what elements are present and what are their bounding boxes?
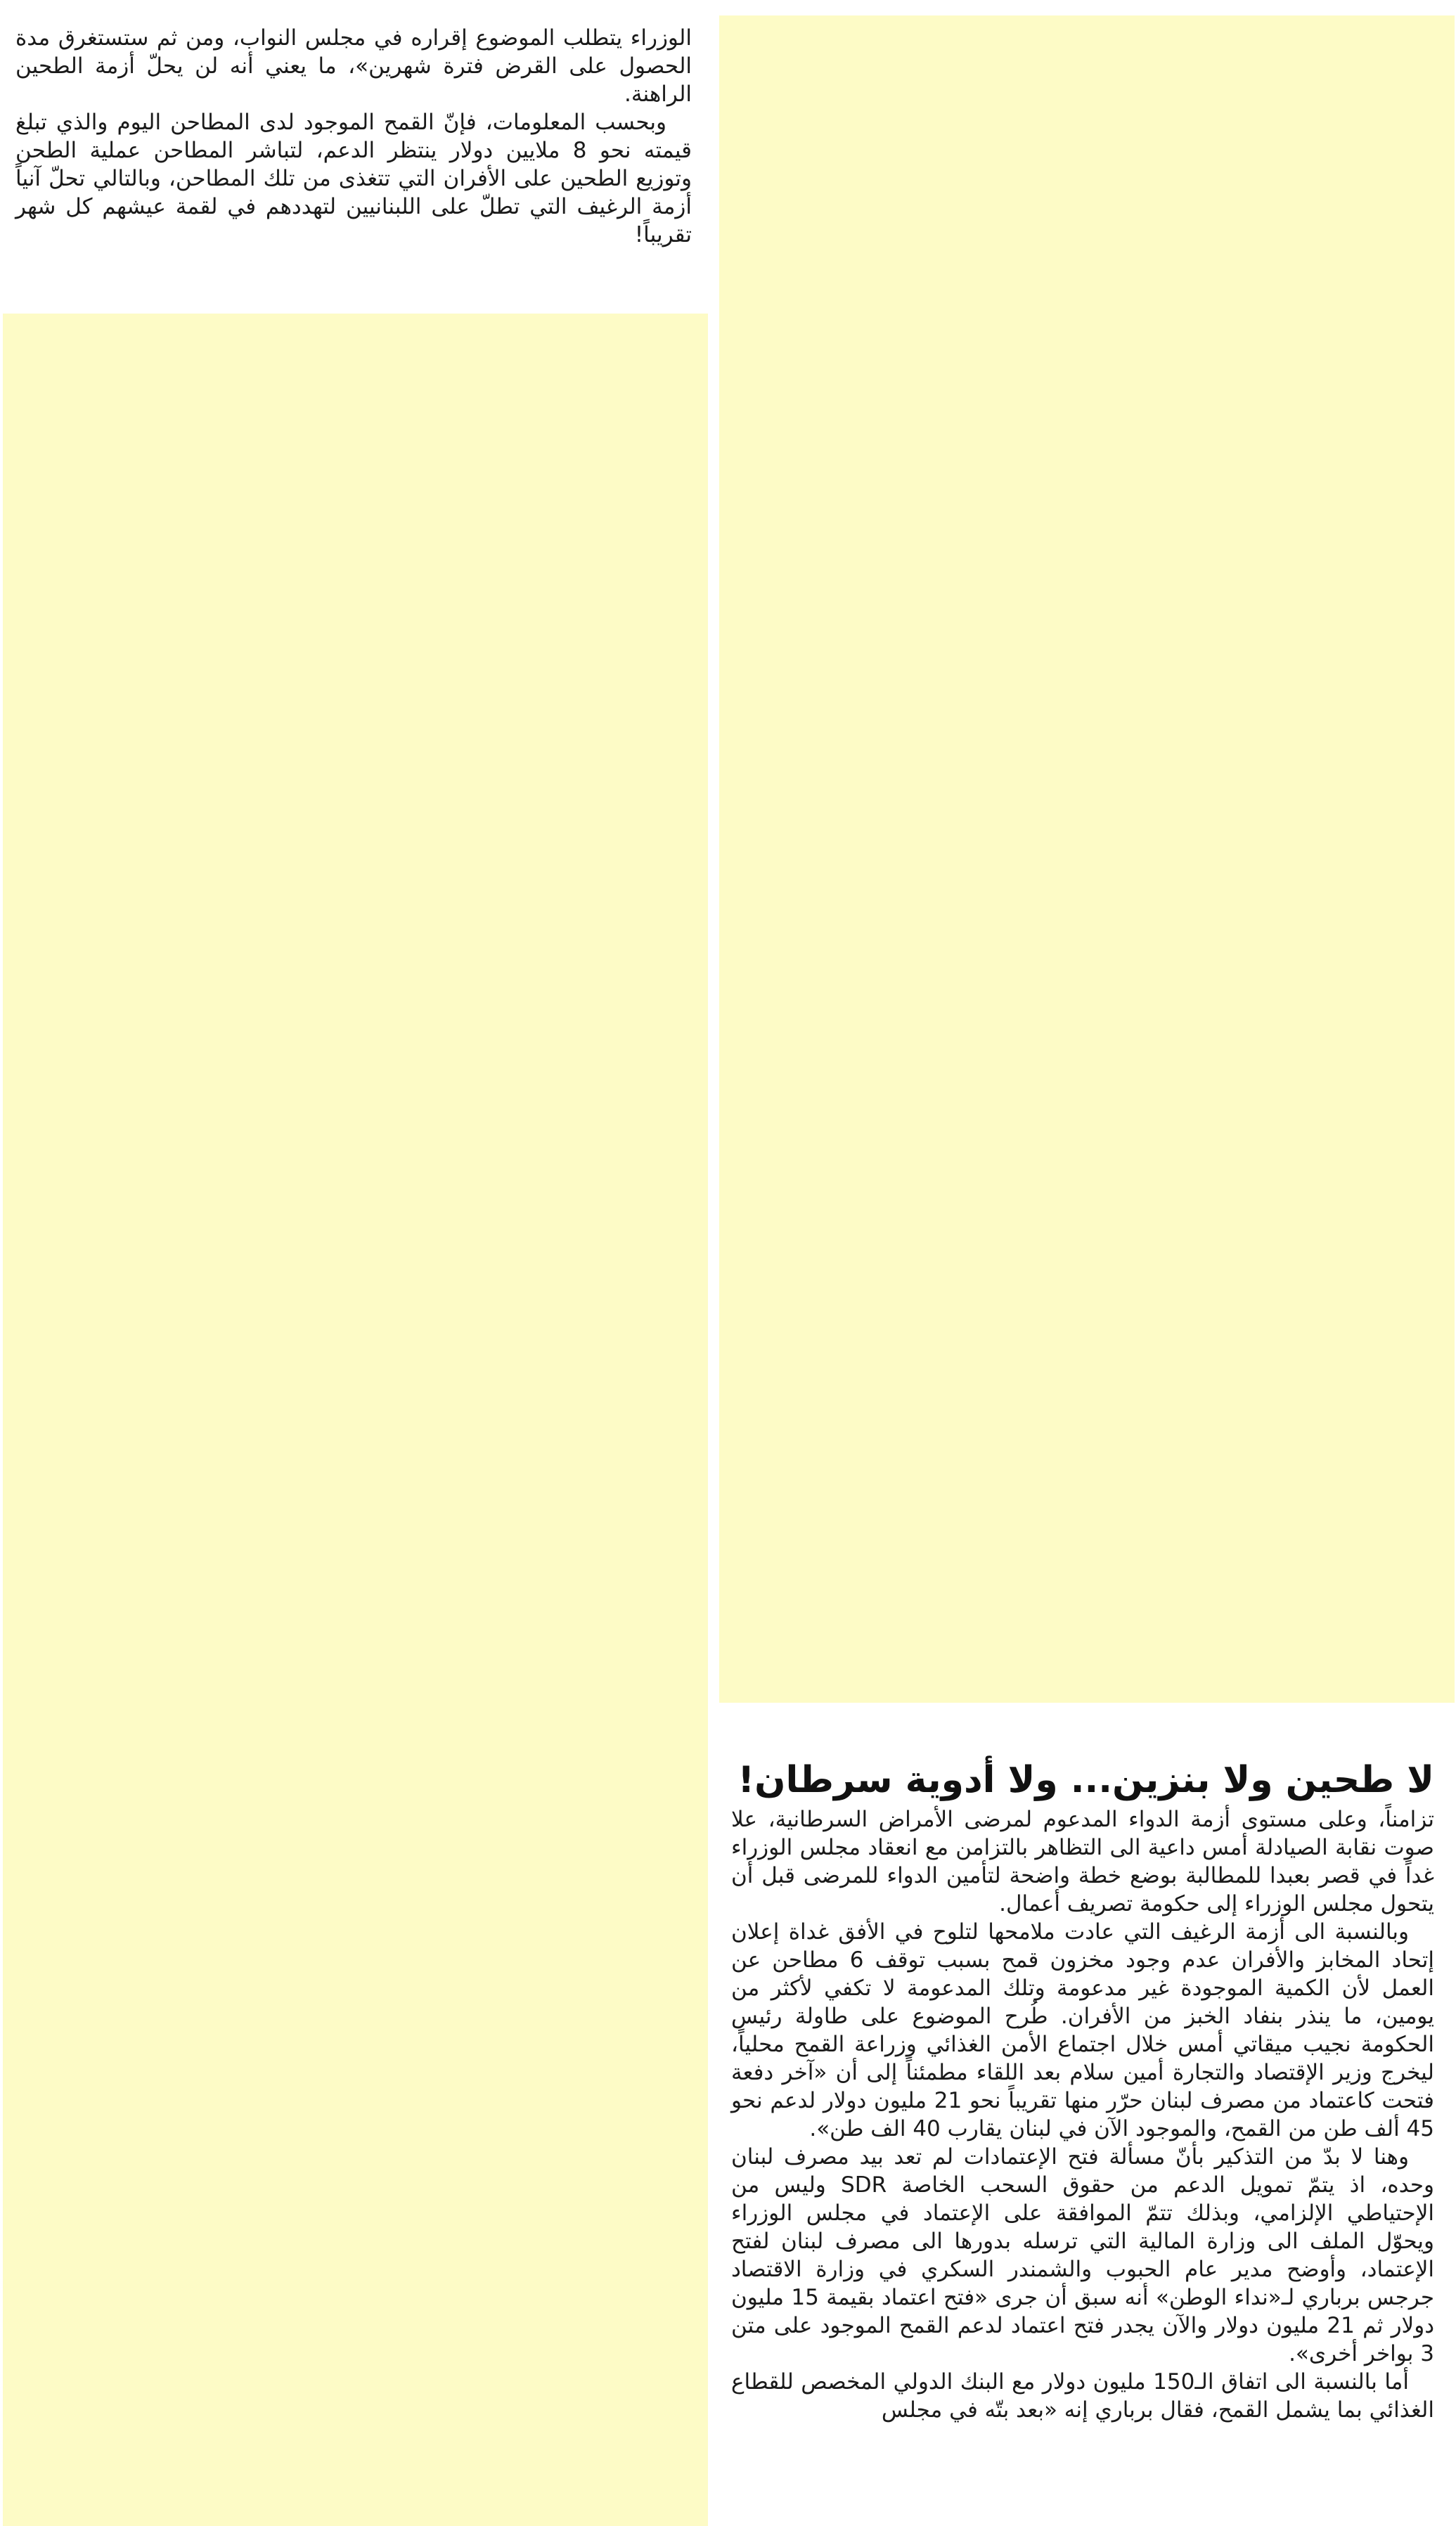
article-continuation-column <box>15 24 692 249</box>
paragraph: أما بالنسبة الى اتفاق الـ150 مليون دولار مع البنك الدولي المخصص للقطاع الغذائي بما يشمل القمح، فقال برباري إنه «بعد بتّه في مجلس <box>731 2369 1434 2423</box>
paragraph: تزامناً، وعلى مستوى أزمة الدواء المدعوم لمرضى الأمراض السرطانية، علا صوت نقابة الصيادلة أمس داعية الى التظاهر بالتزامن مع انعقاد مجلس الوزراء غداً في قصر بعبدا للمطالبة بوضع خطة واضحة لتأمين الدواء للمرضى قبل أن يتحول مجلس الوزراء إلى حكومة تصريف أعمال. <box>731 1807 1434 1916</box>
paragraph: وبالنسبة الى أزمة الرغيف التي عادت ملامحها لتلوح في الأفق غداة إعلان إتحاد المخابز والأفران عدم وجود مخزون قمح بسبب توقف 6 مطاحن عن العمل لأن الكمية الموجودة غير مدعومة وتلك المدعومة لا تكفي لأكثر من يومين، ما ينذر بنفاد الخبز من الأفران. طُرح الموضوع على طاولة رئيس الحكومة نجيب ميقاتي أمس خلال اجتماع الأمن الغذائي وزراعة القمح محلياً، ليخرج وزير الإقتصاد والتجارة أمين سلام بعد اللقاء مطمئناً إلى أن «آخر دفعة فتحت كاعتماد من مصرف لبنان حرّر منها تقريباً نحو 21 مليون دولار لدعم نحو 45 ألف طن من القمح، والموجود الآن في لبنان يقارب 40 الف طن». <box>731 1919 1435 2141</box>
paragraph: وهنا لا بدّ من التذكير بأنّ مسألة فتح الإعتمادات لم تعد بيد مصرف لبنان وحده، اذ يتمّ تمويل الدعم من حقوق السحب الخاصة SDR وليس من الإحتياطي الإلزامي، وبذلك تتمّ الموافقة على الإعتماد في مجلس الوزراء ويحوّل الملف الى وزارة المالية التي ترسله بدورها الى مصرف لبنان لفتح الإعتماد، وأوضح مدير عام الحبوب والشمندر السكري في وزارة الاقتصاد جرجس برباري لـ«نداء الوطن» أنه سبق أن جرى «فتح اعتماد بقيمة 15 مليون دولار ثم 21 مليون دولار والآن يجدر فتح اعتماد لدعم القمح الموجود على متن 3 بواخر أخرى». <box>731 2144 1435 2366</box>
blank-panel-top-right <box>719 15 1455 1703</box>
paragraph: الوزراء يتطلب الموضوع إقراره في مجلس النواب، ومن ثم ستستغرق مدة الحصول على القرض فترة شهرين»، ما يعني أنه لن يحلّ أزمة الطحين الراهنة. <box>15 25 692 107</box>
paragraph: وبحسب المعلومات، فإنّ القمح الموجود لدى المطاحن اليوم والذي تبلغ قيمته نحو 8 ملايين دولار ينتظر الدعم، لتباشر المطاحن عملية الطحن وتوزيع الطحين على الأفران التي تتغذى من تلك المطاحن، وبالتالي تحلّ آنياً أزمة الرغيف التي تطلّ على اللبنانيين لتهددهم في لقمة عيشهم كل شهر تقريباً! <box>15 110 692 247</box>
article-title: لا طحين ولا بنزين... ولا أدوية سرطان! <box>737 1759 1434 1801</box>
blank-panel-left <box>3 314 708 2526</box>
article-column <box>731 1758 1434 2424</box>
